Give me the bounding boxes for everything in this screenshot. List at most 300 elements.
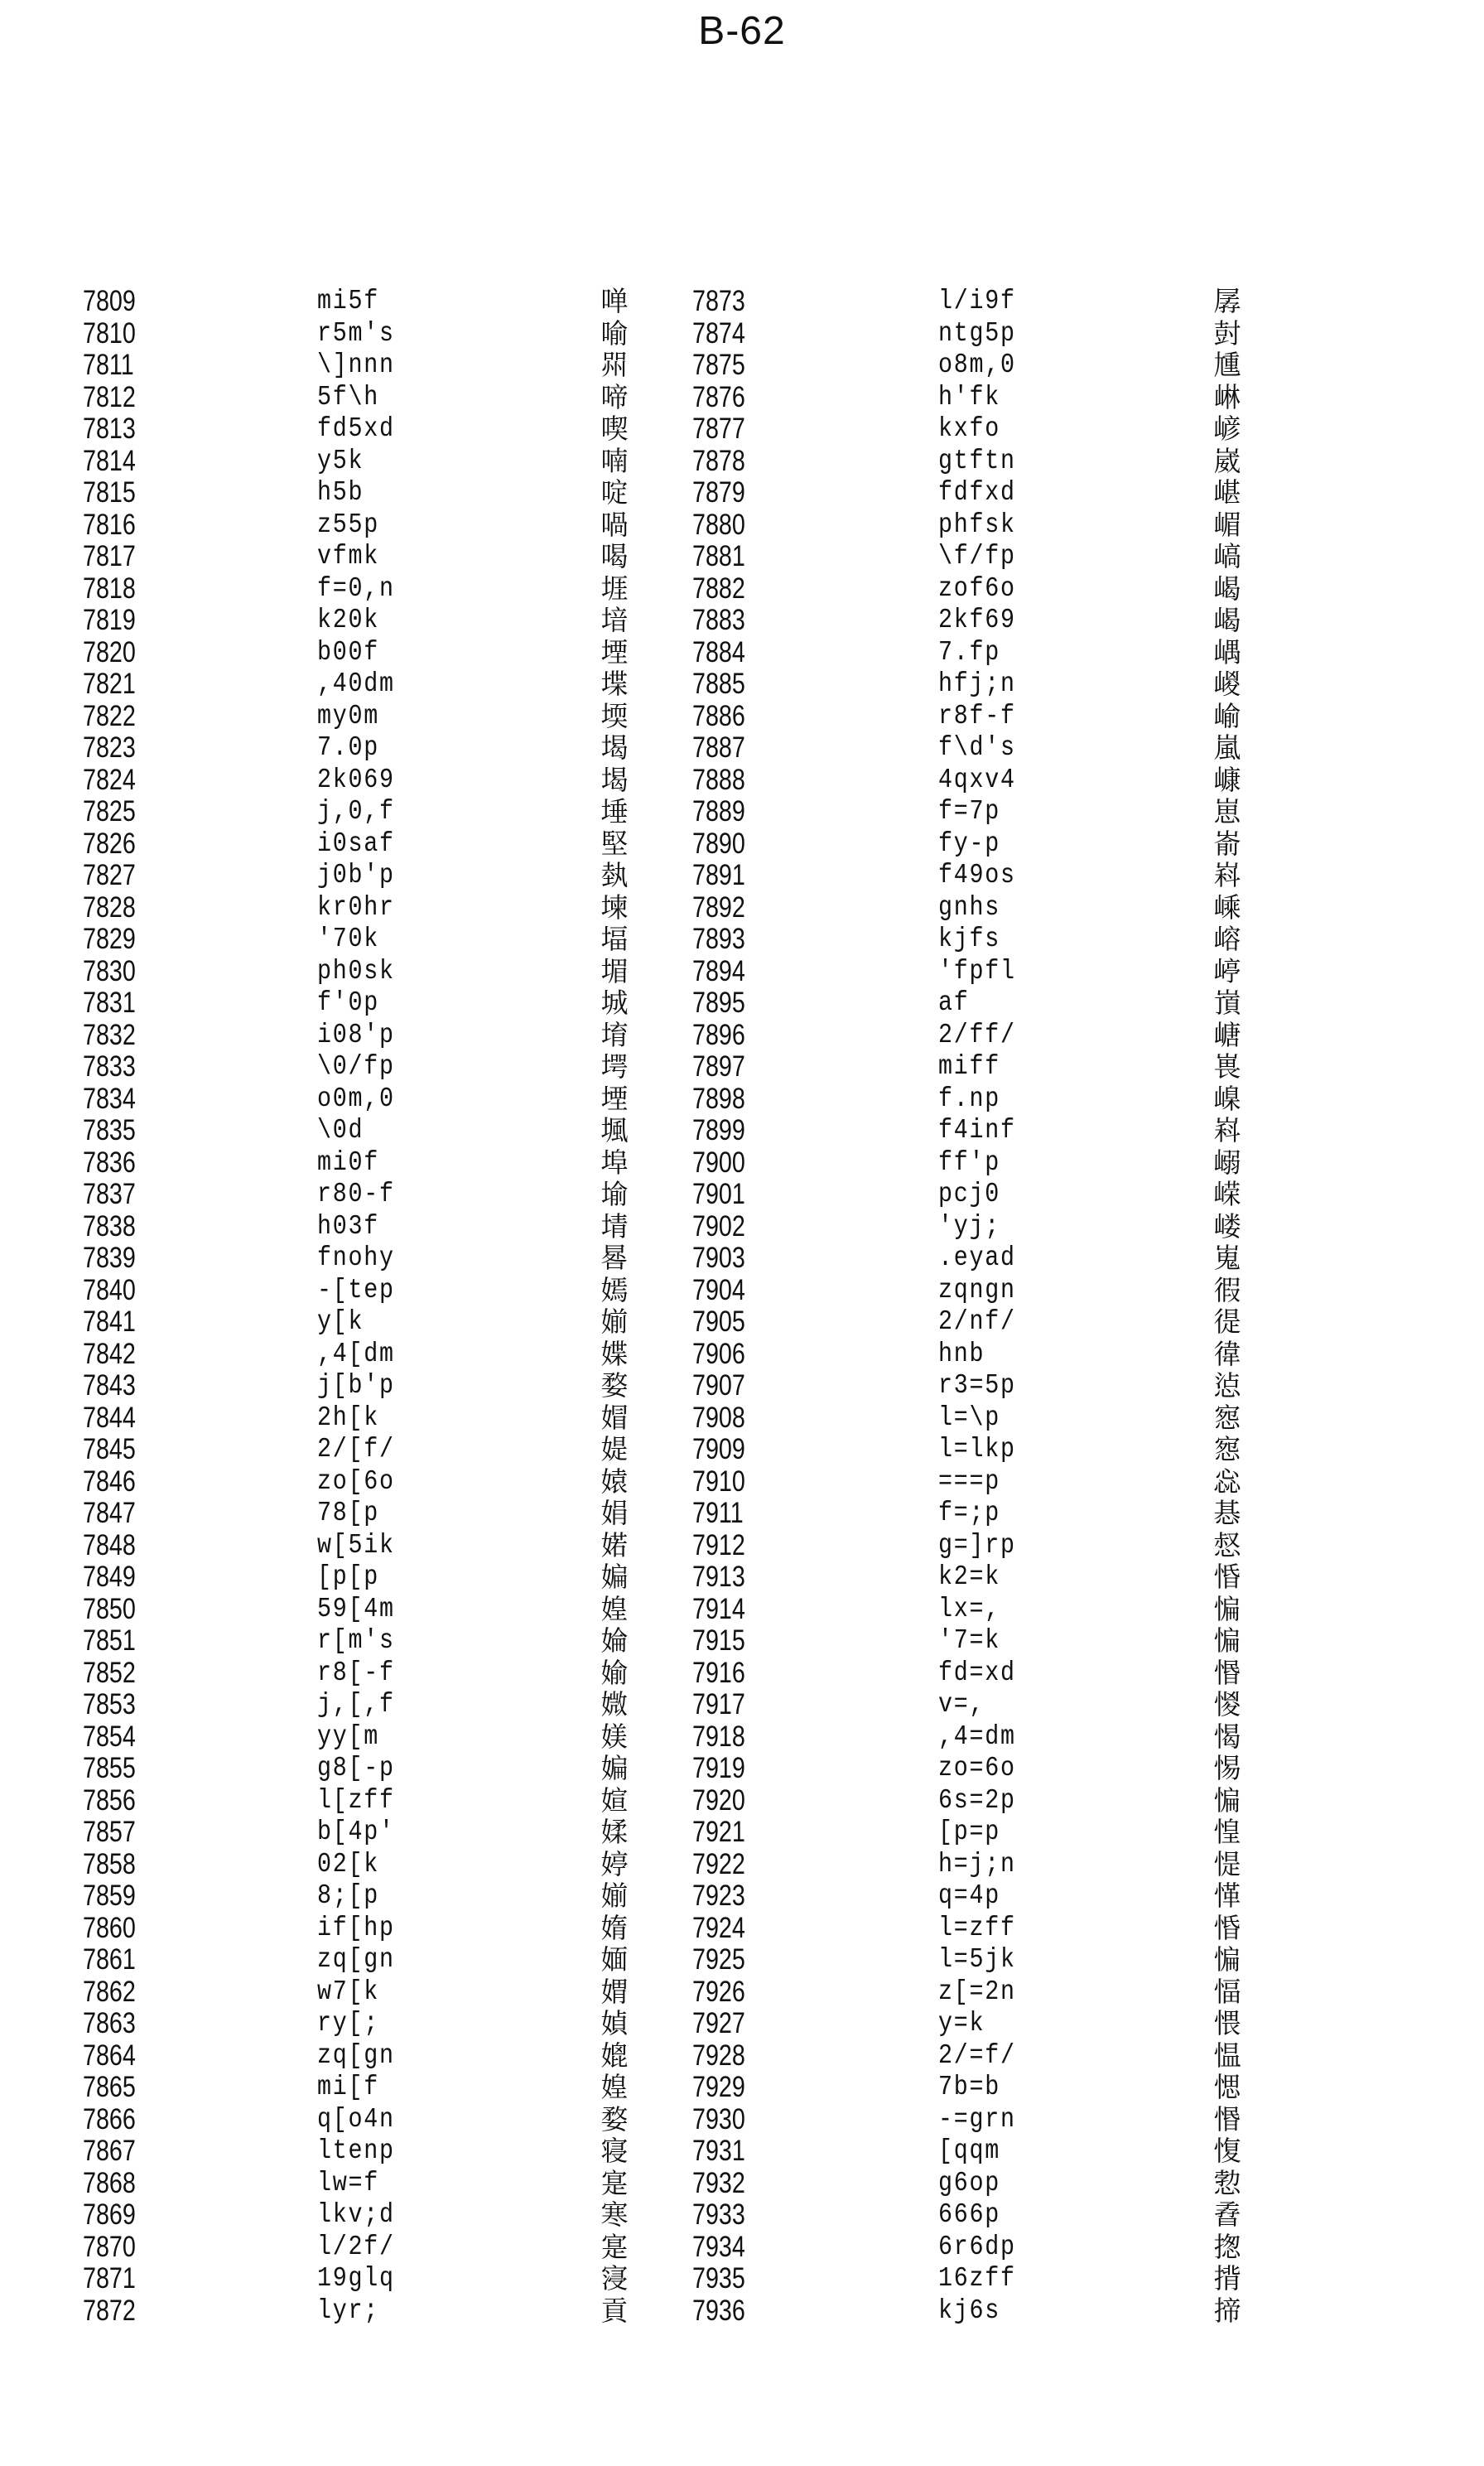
entry-code: q[o4n — [317, 2104, 395, 2135]
entry-character: 堜 — [600, 891, 629, 924]
entry-character: 嵱 — [1213, 923, 1241, 955]
entry-number: 7833 — [83, 1050, 136, 1083]
entry-character: 媟 — [600, 1338, 629, 1370]
entry-character: 愅 — [1213, 1880, 1241, 1912]
table-row — [0, 2295, 1484, 2327]
entry-number: 7843 — [83, 1369, 136, 1402]
entry-number: 7885 — [692, 668, 745, 700]
entry-character: 寖 — [600, 2262, 629, 2295]
entry-character: 啴 — [600, 285, 629, 317]
entry-character: 堞 — [600, 668, 629, 700]
entry-code: my0m — [317, 701, 380, 731]
entry-character: 嵪 — [1213, 540, 1241, 572]
entry-number: 7894 — [692, 955, 745, 987]
entry-character: 嵁 — [1213, 476, 1241, 509]
entry-character: 惼 — [1213, 1593, 1241, 1625]
entry-number: 7896 — [692, 1019, 745, 1051]
entry-number: 7934 — [692, 2231, 745, 2263]
entry-character: 嵉 — [1213, 955, 1241, 987]
table-row — [0, 1211, 1484, 1243]
entry-character: 埠 — [600, 1146, 629, 1179]
entry-number: 7862 — [83, 1976, 136, 2008]
entry-character: 媓 — [600, 2071, 629, 2103]
entry-number: 7856 — [83, 1784, 136, 1817]
entry-number: 7897 — [692, 1050, 745, 1083]
entry-character: 愢 — [1213, 2071, 1241, 2103]
entry-code: 8;[p — [317, 1880, 380, 1911]
entry-number: 7874 — [692, 317, 745, 350]
entry-character: 崳 — [1213, 700, 1241, 732]
entry-number: 7916 — [692, 1657, 745, 1689]
entry-number: 7920 — [692, 1784, 745, 1817]
entry-number: 7845 — [83, 1433, 136, 1465]
entry-character: 堐 — [600, 572, 629, 605]
table-row — [0, 2232, 1484, 2263]
entry-code: lw=f — [317, 2168, 380, 2198]
entry-code: y5k — [317, 446, 364, 476]
entry-character: 埥 — [600, 1210, 629, 1243]
entry-number: 7899 — [692, 1114, 745, 1146]
table-row — [0, 2199, 1484, 2231]
entry-code: ltenp — [317, 2135, 395, 2166]
entry-character: 喻 — [600, 317, 629, 350]
entry-character: 嵑 — [1213, 572, 1241, 605]
table-row — [0, 1402, 1484, 1434]
entry-code: r8f-f — [938, 701, 1016, 731]
entry-number: 7873 — [692, 285, 745, 317]
entry-number: 7816 — [83, 509, 136, 541]
entry-character: 惾 — [1213, 1688, 1241, 1720]
entry-code: z[=2n — [938, 1976, 1016, 2007]
entry-number: 7831 — [83, 987, 136, 1019]
entry-character: 嵻 — [1213, 764, 1241, 796]
page-label: B-62 — [698, 9, 786, 53]
entry-code: zqngn — [938, 1275, 1016, 1305]
entry-character: 嵎 — [1213, 636, 1241, 668]
entry-code: ,40dm — [317, 668, 395, 699]
entry-code: k2=k — [938, 1561, 1001, 1592]
entry-character: 揥 — [1213, 2295, 1241, 2327]
entry-character: 媞 — [600, 1433, 629, 1465]
entry-character: 喫 — [600, 413, 629, 445]
entry-character: 堙 — [600, 636, 629, 668]
entry-number: 7851 — [83, 1624, 136, 1657]
entry-code: 'fpfl — [938, 956, 1016, 987]
entry-number: 7825 — [83, 795, 136, 828]
table-row — [0, 1817, 1484, 1848]
table-row — [0, 1944, 1484, 1976]
entry-number: 7924 — [692, 1912, 745, 1944]
entry-code: hnb — [938, 1339, 985, 1369]
entry-code: h5b — [317, 477, 364, 508]
entry-number: 7889 — [692, 795, 745, 828]
entry-code: b[4p' — [317, 1817, 395, 1847]
entry-code: ntg5p — [938, 318, 1016, 349]
entry-character: 嵐 — [1213, 731, 1241, 764]
entry-number: 7901 — [692, 1178, 745, 1210]
entry-code: mi5f — [317, 286, 380, 316]
table-row — [0, 2072, 1484, 2103]
entry-code: r[m's — [317, 1625, 395, 1656]
entry-number: 7809 — [83, 285, 136, 317]
entry-code: l=lkp — [938, 1434, 1016, 1465]
entry-code: mi0f — [317, 1147, 380, 1178]
entry-number: 7811 — [83, 349, 134, 381]
entry-code: h03f — [317, 1211, 380, 1242]
entry-character: 尌 — [1213, 317, 1241, 350]
entry-character: 媜 — [600, 2007, 629, 2039]
entry-number: 7838 — [83, 1210, 136, 1243]
entry-code: -=grn — [938, 2104, 1016, 2135]
entry-number: 7866 — [83, 2103, 136, 2135]
entry-character: 惿 — [1213, 1848, 1241, 1880]
entry-character: 惎 — [1213, 1497, 1241, 1529]
entry-character: 婷 — [600, 1848, 629, 1880]
entry-character: 堷 — [600, 604, 629, 636]
entry-code: w[5ik — [317, 1530, 395, 1561]
entry-code: lyr; — [317, 2295, 380, 2326]
entry-code: h=j;n — [938, 1849, 1016, 1880]
entry-character: 嵬 — [1213, 1242, 1241, 1274]
table-row — [0, 701, 1484, 732]
entry-number: 7828 — [83, 891, 136, 924]
entry-code: 6s=2p — [938, 1785, 1016, 1816]
entry-code: ph0sk — [317, 956, 395, 987]
table-row — [0, 382, 1484, 413]
entry-code: 19glq — [317, 2263, 395, 2294]
entry-character: 婨 — [600, 1624, 629, 1657]
entry-code: y=k — [938, 2008, 985, 2039]
entry-character: 娟 — [600, 1497, 629, 1529]
entry-number: 7820 — [83, 636, 136, 668]
entry-code: ry[; — [317, 2008, 380, 2039]
entry-character: 婼 — [600, 1529, 629, 1561]
entry-code: [p=p — [938, 1817, 1001, 1847]
entry-character: 嵿 — [1213, 987, 1241, 1019]
entry-number: 7919 — [692, 1752, 745, 1784]
table-row — [0, 2104, 1484, 2135]
table-row — [0, 668, 1484, 700]
entry-character: 堮 — [600, 1050, 629, 1083]
entry-code: zo=6o — [938, 1753, 1016, 1783]
entry-code: .eyad — [938, 1243, 1016, 1273]
entry-number: 7842 — [83, 1338, 136, 1370]
entry-code: j,0,f — [317, 796, 395, 827]
table-row — [0, 796, 1484, 828]
entry-character: 嵘 — [1213, 1178, 1241, 1210]
entry-code: f4inf — [938, 1115, 1016, 1146]
entry-number: 7927 — [692, 2007, 745, 2039]
entry-character: 媃 — [600, 1816, 629, 1848]
entry-code: fd=xd — [938, 1658, 1016, 1688]
entry-code: \]nnn — [317, 350, 395, 380]
entry-character: 惢 — [1213, 1465, 1241, 1498]
entry-character: 媥 — [600, 1561, 629, 1593]
entry-character: 寝 — [600, 2135, 629, 2167]
entry-number: 7848 — [83, 1529, 136, 1561]
entry-number: 7876 — [692, 381, 745, 413]
entry-character: 崴 — [1213, 445, 1241, 477]
table-row — [0, 1243, 1484, 1274]
entry-number: 7858 — [83, 1848, 136, 1880]
entry-number: 7931 — [692, 2135, 745, 2167]
entry-number: 7887 — [692, 731, 745, 764]
entry-number: 7908 — [692, 1402, 745, 1434]
entry-number: 7913 — [692, 1561, 745, 1593]
entry-code: ,4=dm — [938, 1721, 1016, 1752]
entry-character: 惽 — [1213, 1657, 1241, 1689]
entry-code: f'0p — [317, 987, 380, 1018]
table-row — [0, 1976, 1484, 2008]
entry-code: ,4[dm — [317, 1339, 395, 1369]
entry-character: 嵋 — [1213, 509, 1241, 541]
entry-number: 7867 — [83, 2135, 136, 2167]
entry-code: y[k — [317, 1306, 364, 1337]
entry-character: 愄 — [1213, 2007, 1241, 2039]
entry-number: 7900 — [692, 1146, 745, 1179]
entry-code: '70k — [317, 924, 380, 954]
entry-number: 7872 — [83, 2295, 136, 2327]
entry-number: 7847 — [83, 1497, 136, 1529]
entry-code: fnohy — [317, 1243, 395, 1273]
entry-code: f=;p — [938, 1498, 1001, 1528]
entry-number: 7827 — [83, 859, 136, 891]
entry-code: fd5xd — [317, 413, 395, 444]
entry-character: 喝 — [600, 540, 629, 572]
entry-number: 7853 — [83, 1688, 136, 1720]
entry-code: f=0,n — [317, 573, 395, 604]
entry-code: 02[k — [317, 1849, 380, 1880]
entry-character: 嵲 — [1213, 1083, 1241, 1115]
entry-number: 7839 — [83, 1242, 136, 1274]
entry-code: \0/fp — [317, 1051, 395, 1082]
entry-code: g8[-p — [317, 1753, 395, 1783]
table-row — [0, 1561, 1484, 1593]
entry-character: 埵 — [600, 795, 629, 828]
entry-code: pcj0 — [938, 1179, 1001, 1209]
table-row — [0, 1370, 1484, 1402]
table-row — [0, 1721, 1484, 1753]
table-row — [0, 477, 1484, 509]
entry-character: 寒 — [600, 2198, 629, 2231]
entry-code: 2k069 — [317, 765, 395, 795]
entry-code: l/2f/ — [317, 2232, 395, 2262]
table-row — [0, 1306, 1484, 1338]
entry-character: 惛 — [1213, 1912, 1241, 1944]
entry-code: lx=, — [938, 1594, 1001, 1624]
entry-code: z55p — [317, 509, 380, 540]
entry-number: 7822 — [83, 700, 136, 732]
entry-number: 7826 — [83, 828, 136, 860]
table-row — [0, 1434, 1484, 1465]
entry-code: l=\p — [938, 1402, 1001, 1433]
entry-character: 埶 — [600, 859, 629, 891]
entry-character: 惌 — [1213, 1402, 1241, 1434]
table-row — [0, 1115, 1484, 1146]
entry-character: 喌 — [600, 349, 629, 381]
entry-number: 7875 — [692, 349, 745, 381]
entry-number: 7928 — [692, 2039, 745, 2072]
entry-code: phfsk — [938, 509, 1016, 540]
entry-character: 媺 — [600, 1688, 629, 1720]
entry-number: 7823 — [83, 731, 136, 764]
entry-code: if[hp — [317, 1913, 395, 1943]
entry-character: 婺 — [600, 2103, 629, 2135]
entry-character: 愂 — [1213, 2167, 1241, 2199]
entry-character: 堉 — [600, 1019, 629, 1051]
entry-number: 7877 — [692, 413, 745, 445]
entry-character: 嵣 — [1213, 1019, 1241, 1051]
entry-code: fy-p — [938, 828, 1001, 859]
entry-character: 媔 — [600, 1943, 629, 1976]
entry-number: 7933 — [692, 2198, 745, 2231]
entry-number: 7860 — [83, 1912, 136, 1944]
entry-number: 7837 — [83, 1178, 136, 1210]
entry-number: 7886 — [692, 700, 745, 732]
entry-code: 2/=f/ — [938, 2040, 1016, 2071]
entry-character: 愠 — [1213, 2039, 1241, 2072]
table-row — [0, 1498, 1484, 1529]
entry-code: 78[p — [317, 1498, 380, 1528]
table-row — [0, 1913, 1484, 1944]
entry-character: 啶 — [600, 476, 629, 509]
entry-character: 揹 — [1213, 2262, 1241, 2295]
entry-number: 7923 — [692, 1880, 745, 1912]
entry-code: l=zff — [938, 1913, 1016, 1943]
entry-number: 7857 — [83, 1816, 136, 1848]
entry-character: 媥 — [600, 1752, 629, 1784]
table-row — [0, 1689, 1484, 1720]
entry-number: 7870 — [83, 2231, 136, 2263]
entry-number: 7891 — [692, 859, 745, 891]
entry-code: 2/[f/ — [317, 1434, 395, 1465]
entry-character: 寔 — [600, 2231, 629, 2263]
entry-character: 惄 — [1213, 1529, 1241, 1561]
table-row — [0, 1880, 1484, 1912]
entry-code: r3=5p — [938, 1370, 1016, 1401]
entry-code: g6op — [938, 2168, 1001, 2198]
table-row — [0, 286, 1484, 317]
entry-number: 7849 — [83, 1561, 136, 1593]
entry-number: 7834 — [83, 1083, 136, 1115]
entry-code: l[zff — [317, 1785, 395, 1816]
table-row — [0, 2040, 1484, 2072]
entry-number: 7917 — [692, 1688, 745, 1720]
entry-number: 7929 — [692, 2071, 745, 2103]
entry-character: 媢 — [600, 1402, 629, 1434]
entry-code: v=, — [938, 1689, 985, 1720]
entry-number: 7890 — [692, 828, 745, 860]
entry-character: 惼 — [1213, 1943, 1241, 1976]
entry-number: 7918 — [692, 1720, 745, 1753]
entry-code: 7.fp — [938, 637, 1001, 668]
entry-character: 惉 — [1213, 1369, 1241, 1402]
entry-character: 啼 — [600, 381, 629, 413]
entry-number: 7821 — [83, 668, 136, 700]
entry-number: 7926 — [692, 1976, 745, 2008]
entry-number: 7905 — [692, 1305, 745, 1338]
entry-code: 666p — [938, 2199, 1001, 2230]
entry-code: f\d's — [938, 732, 1016, 763]
entry-character: 堨 — [600, 731, 629, 764]
entry-number: 7903 — [692, 1242, 745, 1274]
entry-character: 媴 — [600, 1465, 629, 1498]
entry-number: 7864 — [83, 2039, 136, 2072]
entry-character: 媮 — [600, 1657, 629, 1689]
entry-number: 7819 — [83, 604, 136, 636]
entry-number: 7893 — [692, 923, 745, 955]
entry-code: j0b'p — [317, 860, 395, 890]
entry-code: 2h[k — [317, 1402, 380, 1433]
entry-number: 7844 — [83, 1402, 136, 1434]
entry-character: 堛 — [600, 923, 629, 955]
entry-character: 嵙 — [1213, 1114, 1241, 1146]
entry-code: o8m,0 — [938, 350, 1016, 380]
entry-code: r8[-f — [317, 1658, 395, 1688]
entry-code: zq[gn — [317, 1944, 395, 1975]
entry-character: 嵙 — [1213, 859, 1241, 891]
entry-number: 7907 — [692, 1369, 745, 1402]
table-row — [0, 350, 1484, 381]
table-row — [0, 1625, 1484, 1657]
entry-code: w7[k — [317, 1976, 380, 2007]
entry-number: 7854 — [83, 1720, 136, 1753]
entry-number: 7882 — [692, 572, 745, 605]
entry-character: 徦 — [1213, 1274, 1241, 1306]
entry-number: 7824 — [83, 764, 136, 796]
entry-code: l=5jk — [938, 1944, 1016, 1975]
entry-number: 7906 — [692, 1338, 745, 1370]
entry-character: 惌 — [1213, 1433, 1241, 1465]
entry-code: 59[4m — [317, 1594, 395, 1624]
table-row — [0, 1753, 1484, 1784]
entry-number: 7852 — [83, 1657, 136, 1689]
entry-code: f.np — [938, 1083, 1001, 1114]
entry-number: 7925 — [692, 1943, 745, 1976]
entry-number: 7912 — [692, 1529, 745, 1561]
entry-number: 7936 — [692, 2295, 745, 2327]
entry-character: 崊 — [1213, 381, 1241, 413]
entry-character: 愎 — [1213, 2135, 1241, 2167]
entry-number: 7840 — [83, 1274, 136, 1306]
entry-code: 7.0p — [317, 732, 380, 763]
entry-code: miff — [938, 1051, 1001, 1082]
entry-character: 惕 — [1213, 1752, 1241, 1784]
entry-character: 媗 — [600, 1784, 629, 1817]
entry-code: kjfs — [938, 924, 1001, 954]
entry-character: 貢 — [600, 2295, 629, 2327]
entry-number: 7910 — [692, 1465, 745, 1498]
entry-code: gtftn — [938, 446, 1016, 476]
table-row — [0, 860, 1484, 891]
entry-number: 7814 — [83, 445, 136, 477]
entry-code: lkv;d — [317, 2199, 395, 2230]
entry-number: 7859 — [83, 1880, 136, 1912]
entry-character: 嵑 — [1213, 604, 1241, 636]
entry-character: 媄 — [600, 1720, 629, 1753]
entry-code: j[b'p — [317, 1370, 395, 1401]
entry-character: 媲 — [600, 2039, 629, 2072]
table-row — [0, 605, 1484, 636]
entry-character: 媊 — [600, 1305, 629, 1338]
entry-code: ===p — [938, 1466, 1001, 1497]
entry-code: zof6o — [938, 573, 1016, 604]
table-row — [0, 1785, 1484, 1817]
entry-code: [p[p — [317, 1561, 380, 1592]
entry-number: 7911 — [692, 1497, 744, 1529]
entry-character: 堙 — [600, 1083, 629, 1115]
entry-code: '7=k — [938, 1625, 1001, 1656]
